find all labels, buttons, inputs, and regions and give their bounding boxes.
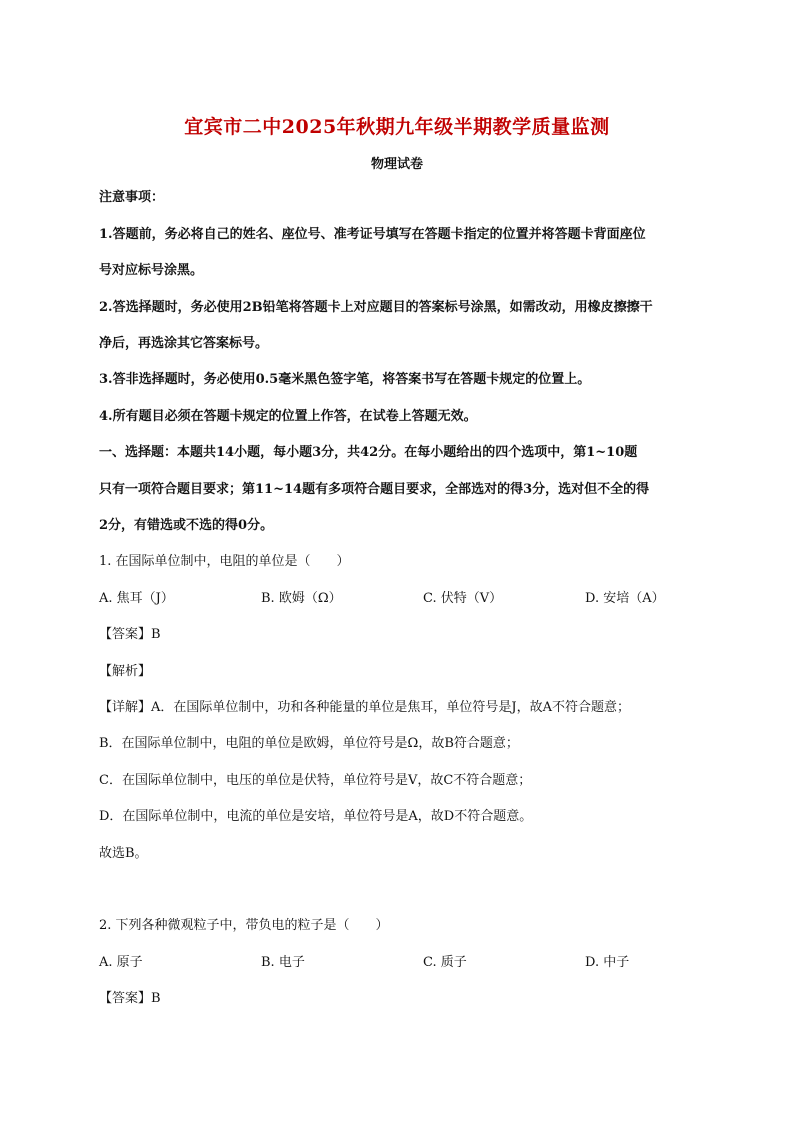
question-1-stem: 1. 在国际单位制中，电阻的单位是（ ） <box>99 554 350 569</box>
exam-subtitle: 物理试卷 <box>370 157 423 172</box>
notice-item-2-line-1: 2.答选择题时，务必使用2B铅笔将答题卡上对应题目的答案标号涂黑，如需改动，用橡皮擦擦干 <box>99 300 653 315</box>
question-1-conclusion: 故选B。 <box>99 846 148 861</box>
question-2-option-a: A. 原子 <box>99 955 143 970</box>
section-1-line-2: 只有一项符合题目要求；第11~14题有多项符合题目要求，全部选对的得3分，选对但不全的得 <box>99 482 650 497</box>
notice-item-1-line-1: 1.答题前，务必将自己的姓名、座位号、准考证号填写在答题卡指定的位置并将答题卡背面座位 <box>99 227 646 242</box>
question-2-option-b: B. 电子 <box>261 955 305 970</box>
notice-item-2-line-2: 净后，再选涂其它答案标号。 <box>99 336 269 351</box>
question-1-option-a: A. 焦耳（J） <box>99 591 174 606</box>
question-1-answer: 【答案】B <box>99 627 161 642</box>
question-1-detail-c: C．在国际单位制中，电压的单位是伏特，单位符号是V，故C不符合题意； <box>99 773 532 788</box>
question-1-option-b: B. 欧姆（Ω） <box>261 591 342 606</box>
question-1-option-d: D. 安培（A） <box>585 591 665 606</box>
question-2-option-c: C. 质子 <box>423 955 467 970</box>
question-1-detail-a: 【详解】A．在国际单位制中，功和各种能量的单位是焦耳，单位符号是J，故A不符合题意； <box>99 700 630 715</box>
question-1-detail-d: D．在国际单位制中，电流的单位是安培，单位符号是A，故D不符合题意。 <box>99 809 533 824</box>
notice-item-4: 4.所有题目必须在答题卡规定的位置上作答，在试卷上答题无效。 <box>99 409 477 424</box>
question-2-stem: 2. 下列各种微观粒子中，带负电的粒子是（ ） <box>99 918 389 933</box>
question-2-option-d: D. 中子 <box>585 955 630 970</box>
question-2-answer: 【答案】B <box>99 991 161 1006</box>
notice-item-3: 3.答非选择题时，务必使用0.5毫米黑色签字笔，将答案书写在答题卡规定的位置上。 <box>99 372 591 387</box>
question-1-detail-b: B．在国际单位制中，电阻的单位是欧姆，单位符号是Ω，故B符合题意； <box>99 736 519 751</box>
section-1-line-1: 一、选择题：本题共14小题，每小题3分，共42分。在每小题给出的四个选项中，第1~10题 <box>99 445 638 460</box>
question-1-option-c: C. 伏特（V） <box>423 591 503 606</box>
section-1-line-3: 2分，有错选或不选的得0分。 <box>99 518 274 533</box>
exam-title: 宜宾市二中2025年秋期九年级半期教学质量监测 <box>184 116 610 138</box>
notice-heading: 注意事项： <box>99 190 165 205</box>
notice-item-1-line-2: 号对应标号涂黑。 <box>99 263 204 278</box>
question-1-analysis-label: 【解析】 <box>99 664 152 679</box>
